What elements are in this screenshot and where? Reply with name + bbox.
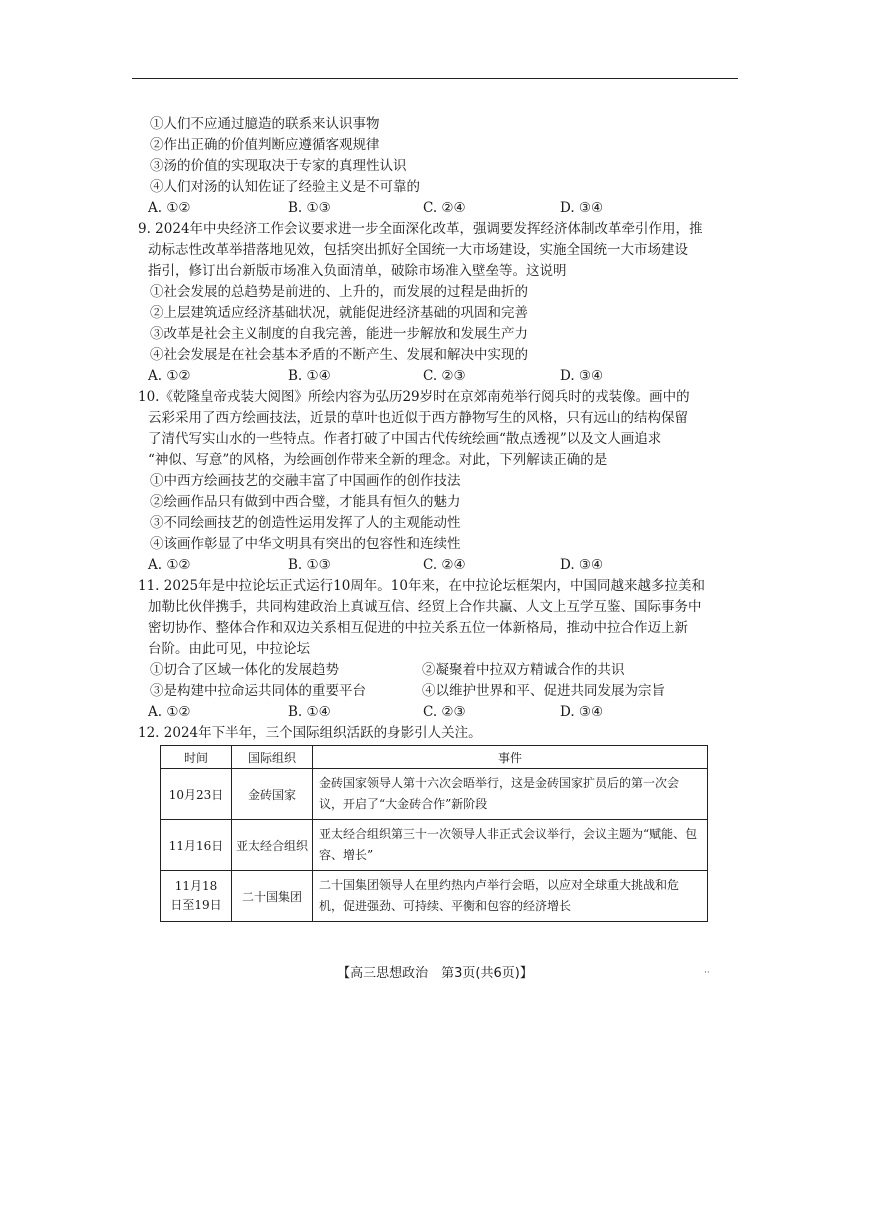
column-header-organization: 国际组织 [232,746,313,769]
cell-time: 10月23日 [161,769,232,820]
table-row [161,820,708,871]
q8-option: ①人们不应通过臆造的联系来认识事物 [150,116,380,132]
q11-option: ④以维护世界和平、促进共同发展为宗旨 [422,683,665,699]
q10-option: ③不同绘画技艺的创造性运用发挥了人的主观能动性 [150,515,461,531]
column-header-event: 事件 [313,746,708,769]
table-header-row [161,746,708,769]
question-8-options [148,114,710,219]
column-header-time: 时间 [161,746,232,769]
answer-choice-d: D. ③④ [560,557,604,573]
question-11 [138,576,710,723]
q10-stem-line: “神似、写意”的风格，为绘画创作带来全新的理念。对此，下列解读正确的是 [148,452,608,468]
q9-answer-choices [148,366,710,387]
question-content [138,114,710,744]
q9-option: ①社会发展的总趋势是前进的、上升的，而发展的过程是曲折的 [150,284,528,300]
q10-stem-line: 云彩采用了西方绘画技法，近景的草叶也近似于西方静物写生的风格，只有远山的结构保留 [148,410,688,426]
q8-answer-choices [148,198,710,219]
q10-stem-line: 10.《乾隆皇帝戎装大阅图》所绘内容为弘历29岁时在京郊南苑举行阅兵时的戎装像。画中的 [138,389,690,405]
answer-choice-c: C. ②④ [423,200,466,216]
page-footer: 【高三思想政治 第3页(共6页)】 [337,966,533,981]
q11-option: ③是构建中拉命运共同体的重要平台 [150,683,366,699]
q9-option: ④社会发展是在社会基本矛盾的不断产生、发展和解决中实现的 [150,347,528,363]
answer-choice-c: C. ②④ [423,557,466,573]
q10-option: ④该画作彰显了中华文明具有突出的包容性和连续性 [150,536,461,552]
answer-choice-a: A. ①② [148,200,191,216]
cell-time: 11月16日 [161,820,232,871]
cell-organization: 亚太经合组织 [232,820,313,871]
answer-choice-b: B. ①③ [288,557,331,573]
cell-organization: 二十国集团 [232,871,313,922]
q12-stem: 12. 2024年下半年，三个国际组织活跃的身影引人关注。 [138,725,482,741]
q10-option: ②绘画作品只有做到中西合璧，才能具有恒久的魅力 [150,494,461,510]
q10-option: ①中西方绘画技艺的交融丰富了中国画作的创作技法 [150,473,461,489]
q11-stem-line: 11. 2025年是中拉论坛正式运行10周年。10年来，在中拉论坛框架内，中国同越来越多拉美和 [138,578,705,594]
answer-choice-d: D. ③④ [560,368,604,384]
q11-stem-line: 台阶。由此可见，中拉论坛 [148,641,310,657]
q9-stem-line: 动标志性改革举措落地见效，包括突出抓好全国统一大市场建设，实施全国统一大市场建设 [148,242,688,258]
q8-option: ③汤的价值的实现取决于专家的真理性认识 [150,158,407,174]
answer-choice-d: D. ③④ [560,200,604,216]
cell-event: 二十国集团领导人在里约热内卢举行会晤，以应对全球重大挑战和危机，促进强劲、可持续、平衡和包容的经济增长 [313,871,708,922]
q11-stem-line: 密切协作、整体合作和双边关系相互促进的中拉关系五位一体新格局，推动中拉合作迈上新 [148,620,688,636]
footer-mark: ·· [704,968,710,978]
answer-choice-b: B. ①④ [288,704,331,720]
q8-option: ②作出正确的价值判断应遵循客观规律 [150,137,380,153]
answer-choice-a: A. ①② [148,704,191,720]
table-row [161,769,708,820]
q10-stem-line: 了清代写实山水的一些特点。作者打破了中国古代传统绘画“散点透视”以及文人画追求 [148,431,662,447]
q10-answer-choices [148,555,710,576]
cell-time: 11月18日至19日 [161,871,232,922]
answer-choice-c: C. ②③ [423,704,466,720]
question-10 [138,387,710,576]
q11-answer-choices [148,702,710,723]
answer-choice-d: D. ③④ [560,704,604,720]
q9-stem-line: 指引，修订出台新版市场准入负面清单，破除市场准入壁垒等。这说明 [148,263,567,279]
answer-choice-a: A. ①② [148,368,191,384]
q9-option: ②上层建筑适应经济基础状况，就能促进经济基础的巩固和完善 [150,305,528,321]
q11-option: ①切合了区域一体化的发展趋势 [150,662,339,678]
q11-option: ②凝聚着中拉双方精诚合作的共识 [422,662,625,678]
answer-choice-b: B. ①④ [288,368,331,384]
answer-choice-c: C. ②③ [423,368,466,384]
events-table [160,745,708,922]
table-row [161,871,708,922]
header-rule [132,78,738,79]
cell-event: 亚太经合组织第三十一次领导人非正式会议举行，会议主题为“赋能、包容、增长” [313,820,708,871]
cell-event: 金砖国家领导人第十六次会晤举行，这是金砖国家扩员后的第一次会议，开启了“大金砖合作”新阶段 [313,769,708,820]
q9-stem-line: 9. 2024年中央经济工作会议要求进一步全面深化改革，强调要发挥经济体制改革牵引作用，推 [138,221,703,237]
question-9 [138,219,710,387]
q11-stem-line: 加勒比伙伴携手，共同构建政治上真诚互信、经贸上合作共赢、人文上互学互鉴、国际事务中 [148,599,702,615]
q8-option: ④人们对汤的认知佐证了经验主义是不可靠的 [150,179,420,195]
cell-organization: 金砖国家 [232,769,313,820]
q11-option-row [150,681,710,702]
answer-choice-a: A. ①② [148,557,191,573]
answer-choice-b: B. ①③ [288,200,331,216]
q11-option-row [150,660,710,681]
q9-option: ③改革是社会主义制度的自我完善，能进一步解放和发展生产力 [150,326,528,342]
